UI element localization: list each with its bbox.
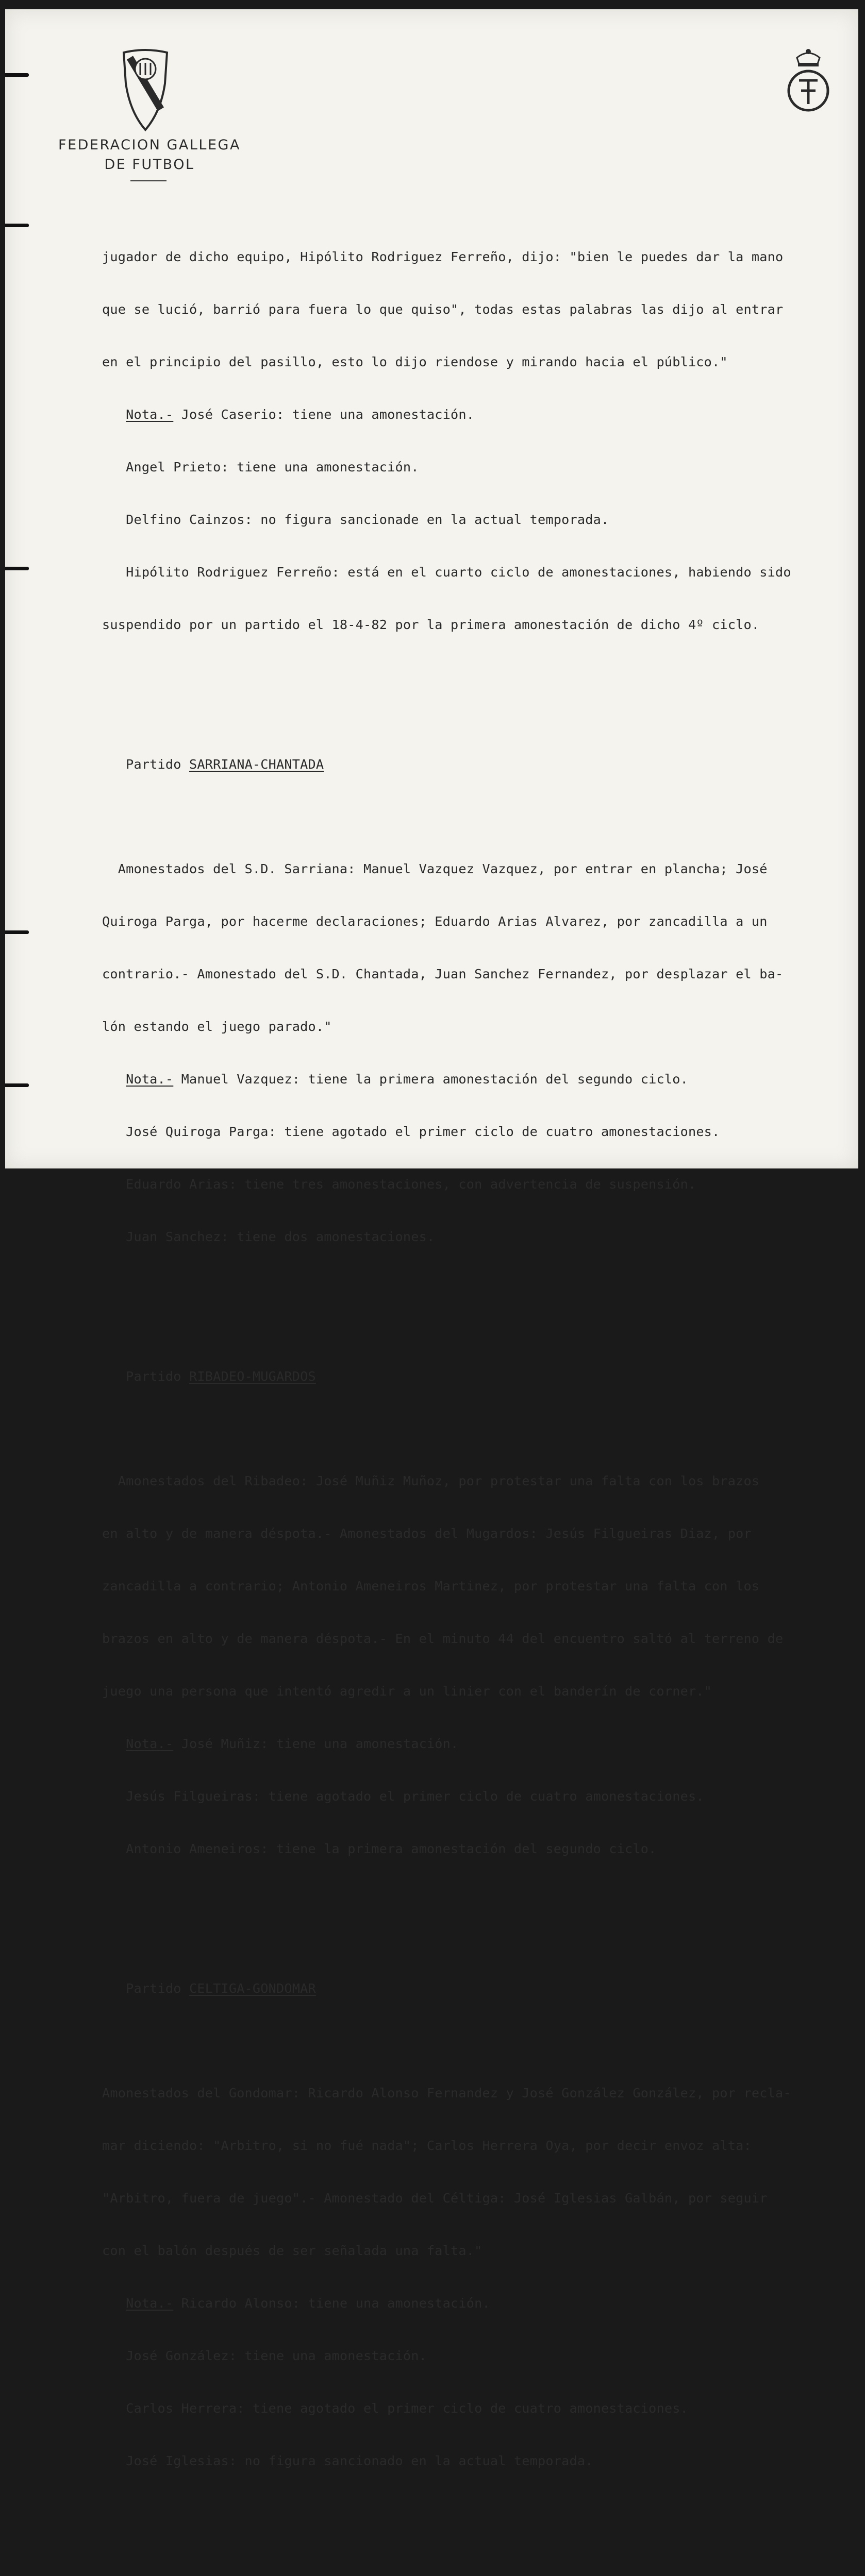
nota-line: [102, 1228, 844, 1246]
text-line: en alto y de manera déspota.- Amonestados del Mugardos: Jesús Filgueiras Diaz, por: [102, 1526, 752, 1541]
federation-shield-logo: [120, 47, 171, 135]
org-name-line-2: DE FUTBOL: [104, 157, 195, 173]
header-divider: [130, 180, 167, 181]
text-line: en el principio del pasillo, esto lo dijo riendose y mirando hacia el público.": [102, 354, 728, 369]
nota-text: José Quiroga Parga: tiene agotado el primer ciclo de cuatro amonestaciones.: [126, 1124, 720, 1139]
heading-prefix: Partido: [126, 757, 190, 772]
org-name-line-1: FEDERACION GALLEGA: [58, 137, 241, 153]
heading-teams: SARRIANA-CHANTADA: [189, 757, 324, 772]
punch-hole: [5, 567, 29, 570]
match-heading: [102, 756, 844, 773]
document-page: [5, 9, 858, 2468]
nota-line: [102, 1840, 844, 1858]
text-line: "Arbitro, fuera de juego".- Amonestado del Céltiga: José Iglesias Galbán, por seguir: [102, 2191, 768, 2206]
nota-line: [102, 1176, 844, 1193]
nota-text: Jesús Filgueiras: tiene agotado el primer ciclo de cuatro amonestaciones.: [126, 1789, 704, 1804]
nota-text: José Muñiz: tiene una amonestación.: [173, 1736, 459, 1751]
text-line: que se lució, barrió para fuera lo que quiso", todas estas palabras las dijo al entrar: [102, 302, 784, 317]
text-line: Amonestados del S.D. Sarriana: Manuel Vazquez Vazquez, por entrar en plancha; José: [102, 861, 768, 876]
nota-text: Carlos Herrera: tiene agotado el primer ciclo de cuatro amonestaciones.: [126, 2401, 688, 2416]
nota-line: [102, 511, 844, 529]
nota-text: Hipólito Rodriguez Ferreño: está en el cuarto ciclo de amonestaciones, habiendo sido: [126, 565, 791, 580]
punch-hole: [5, 224, 29, 227]
report-body: [102, 196, 844, 2576]
nota-label: Nota.-: [126, 1736, 174, 1751]
nota-text: Angel Prieto: tiene una amonestación.: [126, 460, 419, 474]
text-line: brazos en alto y de manera déspota.- En el minuto 44 del encuentro saltó al terreno de: [102, 1631, 784, 1646]
heading-teams: CELTIGA-GONDOMAR: [189, 1981, 316, 1996]
nota-line: [102, 564, 844, 581]
nota-label: Nota.-: [126, 407, 174, 422]
nota-text: Eduardo Arias: tiene tres amonestaciones, con advertencia de suspensión.: [126, 1177, 696, 1192]
heading-teams: RIBADEO-MUGARDOS: [189, 1369, 316, 1384]
nota-text: José González: tiene una amonestación.: [126, 2348, 427, 2363]
nota-line: [102, 2295, 844, 2312]
punch-hole: [5, 930, 29, 934]
match-heading: [102, 1368, 844, 1385]
text-line: zancadilla a contrario; Antonio Ameneiros Martinez, por protestar una falta con los: [102, 1579, 760, 1594]
text-line: con el balón después de ser señalada una falta.": [102, 2243, 483, 2258]
heading-prefix: Partido: [126, 1369, 190, 1384]
match-heading: [102, 1980, 844, 1997]
nota-text: José Caserio: tiene una amonestación.: [173, 407, 475, 422]
text-line: mar diciendo: "Arbitro, si no fué nada"; Carlos Herrera Oya, por decir envoz alta:: [102, 2138, 752, 2153]
nota-label: Nota.-: [126, 2296, 174, 2311]
nota-line: [102, 2347, 844, 2365]
nota-text: Manuel Vazquez: tiene la primera amonestación del segundo ciclo.: [173, 1072, 688, 1087]
nota-line: [102, 1071, 844, 1088]
federation-name: [41, 135, 258, 175]
rfef-crest-logo: [784, 46, 833, 118]
text-line: contrario.- Amonestado del S.D. Chantada, Juan Sanchez Fernandez, por desplazar el ba-: [102, 967, 784, 981]
text-line: jugador de dicho equipo, Hipólito Rodriguez Ferreño, dijo: "bien le puedes dar la mano: [102, 249, 784, 264]
nota-line: [102, 1123, 844, 1141]
text-line: lón estando el juego parado.": [102, 1019, 332, 1034]
punch-hole: [5, 1083, 29, 1087]
text-line: Quiroga Parga, por hacerme declaraciones; Eduardo Arias Alvarez, por zancadilla a un: [102, 914, 768, 929]
text-line: suspendido por un partido el 18-4-82 por la primera amonestación de dicho 4º ciclo.: [102, 617, 760, 632]
nota-line: [102, 2452, 844, 2470]
nota-line: [102, 1788, 844, 1805]
nota-text: José Iglesias: no figura sancionado en la actual temporada.: [126, 2453, 593, 2468]
nota-line: [102, 459, 844, 476]
text-line: juego una persona que intentó agredir a un linier con el banderín de corner.": [102, 1684, 712, 1699]
nota-line: [102, 406, 844, 423]
nota-text: Juan Sanchez: tiene dos amonestaciones.: [126, 1229, 435, 1244]
nota-text: Ricardo Alonso: tiene una amonestación.: [173, 2296, 490, 2311]
binder-punch-holes: [5, 9, 36, 1168]
punch-hole: [5, 73, 29, 77]
heading-prefix: Partido: [126, 1981, 190, 1996]
text-line: Amonestados del Ribadeo: José Muñiz Muñoz, por protestar una falta con los brazos: [102, 1473, 760, 1488]
text-line: Amonestados del Gondomar: Ricardo Alonso Fernandez y José González González, por recla-: [102, 2086, 791, 2100]
nota-label: Nota.-: [126, 1072, 174, 1087]
nota-text: Delfino Cainzos: no figura sancionade en la actual temporada.: [126, 512, 609, 527]
nota-text: Antonio Ameneiros: tiene la primera amonestación del segundo ciclo.: [126, 1841, 657, 1856]
nota-line: [102, 1735, 844, 1753]
nota-line: [102, 2400, 844, 2417]
